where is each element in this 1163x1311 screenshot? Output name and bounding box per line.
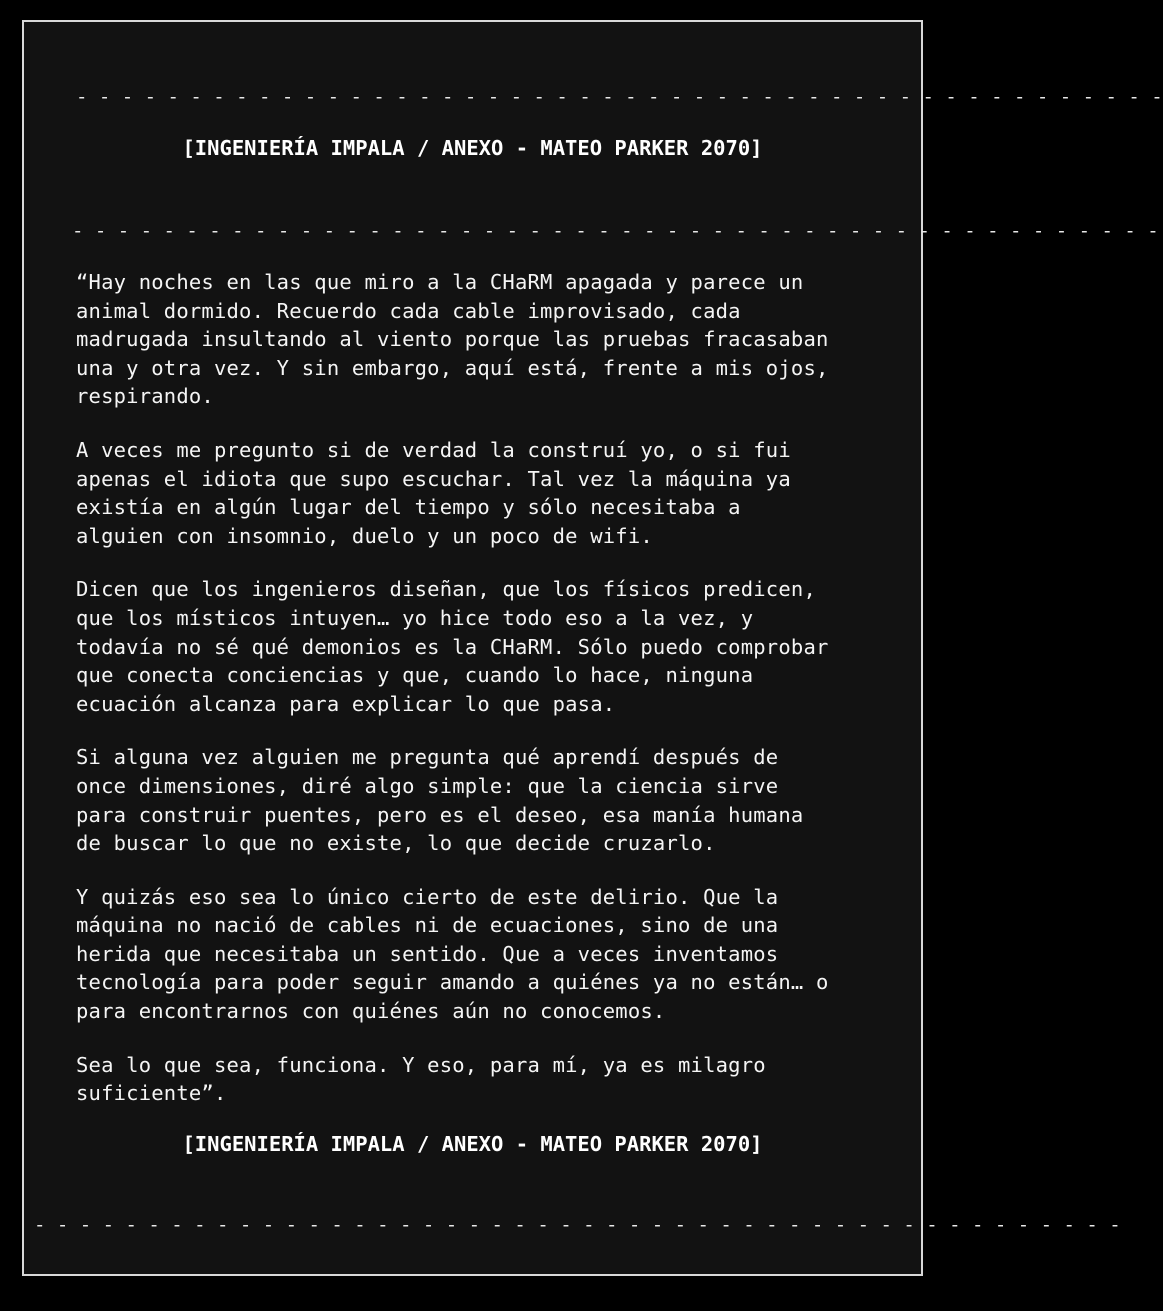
header-title-bottom: [INGENIERÍA IMPALA / ANEXO - MATEO PARKER 2070] <box>182 1132 763 1156</box>
paragraph-1: “Hay noches en las que miro a la CHaRM apagada y parece un animal dormido. Recuerdo cada cable improvisado, cada madrugada insultando al viento porque las pruebas fracasaban una y otra vez. Y sin embargo, aquí está, frente a mis ojos, respirando. <box>76 270 829 409</box>
document-frame <box>22 20 1163 1276</box>
header-title-top: [INGENIERÍA IMPALA / ANEXO - MATEO PARKER 2070] <box>182 136 763 160</box>
divider-upper-middle: - - - - - - - - - - - - - - - - - - - - - - - - - - - - - - - - - - - - - - - - - - - - - - - - <box>72 220 1159 242</box>
paragraph-6: Sea lo que sea, funciona. Y eso, para mí, ya es milagro suficiente”. <box>76 1052 766 1106</box>
paragraph-5: Y quizás eso sea lo único cierto de este delirio. Que la máquina no nació de cables ni de ecuaciones, sino de una herida que necesitaba un sentido. Que a veces inventamos tecnología para poder seguir amando a quiénes ya no están… o para encontrarnos con quiénes aún no conocemos. <box>76 884 829 1024</box>
document-body <box>76 268 896 1133</box>
paragraph-4: Si alguna vez alguien me pregunta qué aprendí después de once dimensiones, diré algo simple: que la ciencia sirve para construir puentes, pero es el deseo, esa manía humana de buscar lo que no existe, lo que decide cruzarlo. <box>76 745 804 856</box>
divider-top: - - - - - - - - - - - - - - - - - - - - - - - - - - - - - - - - - - - - - - - - - - - - - - - - <box>76 86 1163 108</box>
paragraph-3: Dicen que los ingenieros diseñan, que los físicos predicen, que los místicos intuyen… yo hice todo eso a la vez, y todavía no sé qué demonios es la CHaRM. Sólo puedo comprobar que conecta conciencias y que, cuando lo hace, ninguna ecuación alcanza para explicar lo que pasa. <box>76 577 829 716</box>
divider-bottom: - - - - - - - - - - - - - - - - - - - - - - - - - - - - - - - - - - - - - - - - - - - - - - - - <box>34 1214 1121 1236</box>
paragraph-2: A veces me pregunto si de verdad la construí yo, o si fui apenas el idiota que supo escuchar. Tal vez la máquina ya existía en algún lugar del tiempo y sólo necesitaba a alguien con insomnio, duelo y un poco de wifi. <box>76 437 791 548</box>
